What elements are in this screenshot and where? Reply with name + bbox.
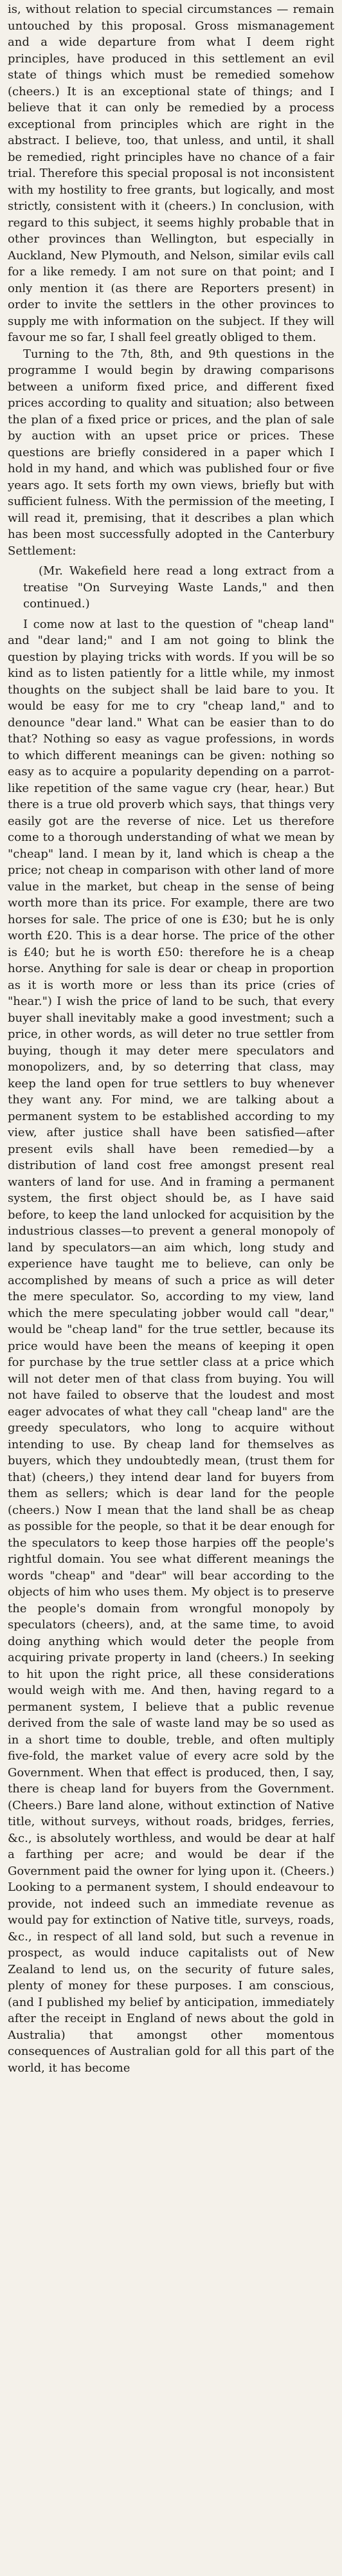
article-column	[8, 1, 334, 2076]
paragraph-land-remedy: is, without relation to special circumstances — remain untouched by this proposal. Gross mismanagement and a wide departure from what I deem right principles, have produced in this settlement an evil state of things which must be remedied somehow (cheers.) It is an exceptional state of things; and I believe that it can only be remedied by a process exceptional from principles which are right in the abstract. I believe, too, that unless, and until, it shall be remedied, right principles have no chance of a fair trial. Therefore this special proposal is not inconsistent with my hostility to free grants, but logically, and most strictly, consistent with it (cheers.) In conclusion, with regard to this subject, it seems highly probable that in other provinces than Wellington, but especially in Auckland, New Plymouth, and Nelson, similar evils call for a like remedy. I am not sure on that point; and I only mention it (as there are Reporters present) in order to invite the settlers in the other provinces to supply me with information on the subject. If they will favour me so far, I shall feel greatly obliged to them.	[8, 3, 334, 344]
editorial-note-extract: (Mr. Wakefield here read a long extract from a treatise "On Surveying Waste Lands," and then continued.)	[23, 564, 334, 611]
paragraph-fixed-price-questions: Turning to the 7th, 8th, and 9th questions in the programme I would begin by drawing comparisons between a uniform fixed price, and different fixed prices according to quality and situation; also between the plan of a fixed price or prices, and the plan of sale by auction with an upset price or prices. These questions are briefly considered in a paper which I hold in my hand, and which was published four or five years ago. It sets forth my own views, briefly but with sufficient fulness. With the permission of the meeting, I will read it, premising, that it describes a plan which has been most successfully adopted in the Canterbury Settlement:	[8, 347, 334, 558]
paragraph-cheap-dear-land: I come now at last to the question of "cheap land" and "dear land;" and I am not going to blink the question by playing tricks with words. If you will be so kind as to listen patiently for a little while, my inmost thoughts on the subject shall be laid bare to you. It would be easy for me to cry "cheap land," and to denounce "dear land." What can be easier than to do that? Nothing so easy as vague professions, in words to which different meanings can be given: nothing so easy as to acquire a popularity depending on a parrot-like repetition of the same vague cry (hear, hear.) But there is a true old proverb which says, that things very easily got are the reverse of nice. Let us therefore come to a thorough understanding of what we mean by "cheap" land. I mean by it, land which is cheap a the price; not cheap in comparison with other land of more value in the market, but cheap in the sense of being worth more than its price. For example, there are two horses for sale. The price of one is £30; but he is only worth £20. This is a dear horse. The price of the other is £40; but he is worth £50: therefore he is a cheap horse. Anything for sale is dear or cheap in proportion as it is worth more or less than its price (cries of "hear.") I wish the price of land to be such, that every buyer shall inevitably make a good investment; such a price, in other words, as will deter no true settler from buying, though it may deter mere speculators and monopolizers, and, by so deterring that class, may keep the land open for true settlers to buy whenever they want any. For mind, we are talking about a permanent system to be established according to my view, after justice shall have been satisfied—after present evils shall have been remedied—by a distribution of land cost free amongst present real wanters of land for use. And in framing a permanent system, the first object should be, as I have said before, to keep the land unlocked for acquisition by the industrious classes—to prevent a general monopoly of land by speculators—an aim which, long study and experience have taught me to believe, can only be accomplished by means of such a price as will deter the mere speculator. So, according to my view, land which the mere speculating jobber would call "dear," would be "cheap land" for the true settler, because its price would have been the means of keeping it open for purchase by the true settler class at a price which will not deter men of that class from buying. You will not have failed to observe that the loudest and most eager advocates of what they call "cheap land" are the greedy speculators, who long to acquire without intending to use. By cheap land for themselves as buyers, which they undoubtedly mean, (trust them for that) (cheers,) they intend dear land for buyers from them as sellers; which is dear land for the people (cheers.) Now I mean that the land shall be as cheap as possible for the people, so that it be dear enough for the speculators to keep those harpies off the people's rightful domain. You see what different meanings the words "cheap" and "dear" will bear according to the objects of him who uses them. My object is to preserve the people's domain from wrongful monopoly by speculators (cheers), and, at the same time, to avoid doing anything which would deter the people from acquiring private property in land (cheers.) In seeking to hit upon the right price, all these considerations would weigh with me. And then, having regard to a permanent system, I believe that a public revenue derived from the sale of waste land may be so used as in a short time to double, treble, and often multiply five-fold, the market value of every acre sold by the Government. When that effect is produced, then, I say, there is cheap land for buyers from the Government. (Cheers.) Bare land alone, without extinction of Native title, without surveys, without roads, bridges, ferries, &c., is absolutely worthless, and would be dear at half a farthing per acre; and would be dear if the Government paid the owner for lying upon it. (Cheers.) Looking to a permanent system, I should endeavour to provide, not indeed such an immediate revenue as would pay for extinction of Native title, surveys, roads, &c., in respect of all land sold, but such a revenue in prospect, as would induce capitalists out of New Zealand to lend us, on the security of future sales, plenty of money for these purposes. I am conscious, (and I published my belief by anticipation, immediately after the receipt in England of news about the gold in Australia) that amongst other momentous consequences of Australian gold for all this part of the world, it has become	[8, 617, 334, 2075]
